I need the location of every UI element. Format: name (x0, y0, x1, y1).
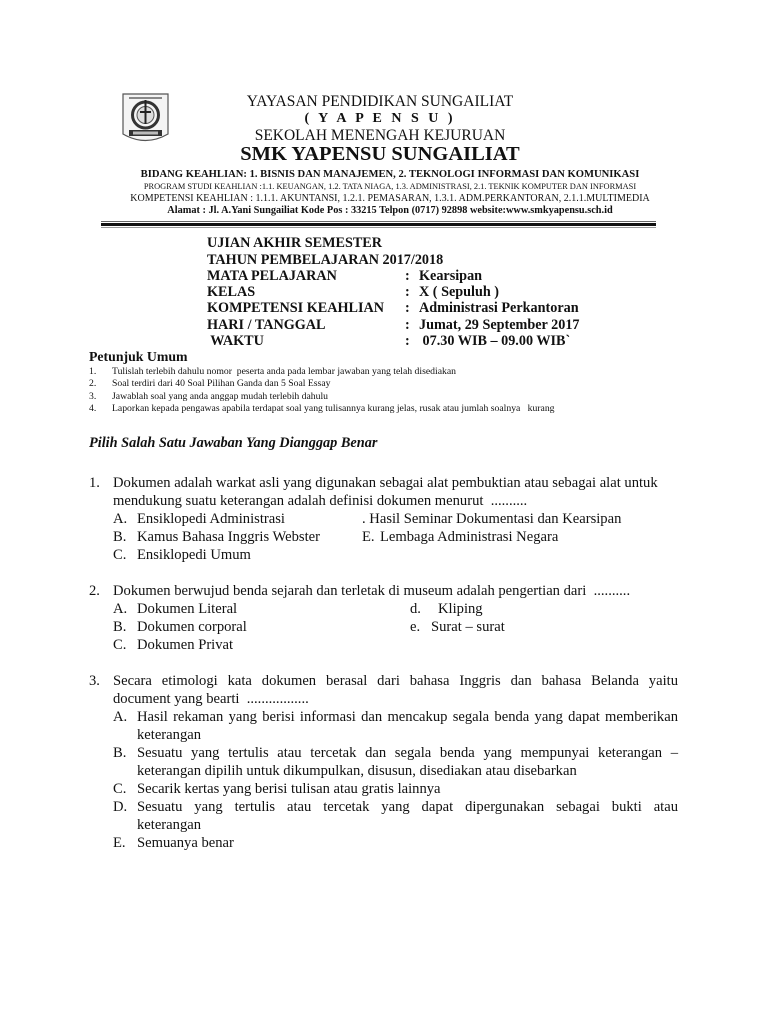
question-number: 1. (89, 475, 100, 491)
option-text: Secarik kertas yang berisi tulisan atau gratis lainnya (137, 781, 441, 797)
option-text: Dokumen Literal (137, 601, 238, 617)
info-value-date: Jumat, 29 September 2017 (419, 317, 580, 333)
foundation-name: YAYASAN PENDIDIKAN SUNGAILIAT (246, 93, 514, 110)
question-text: document yang bearti ................. (113, 691, 309, 707)
info-label-competency: KOMPETENSI KEAHLIAN (207, 300, 384, 316)
info-colon: : (405, 333, 410, 349)
section-instruction: Pilih Salah Satu Jawaban Yang Dianggap Benar (89, 435, 378, 451)
option-text: Sesuatu yang tertulis atau tercetak dan segala benda yang mempunyai keterangan – (137, 745, 678, 761)
option-text: Sesuatu yang tertulis atau tercetak yang dapat dipergunakan sebagai bukti atau (137, 799, 678, 815)
instruction-number: 1. (89, 366, 97, 377)
option-letter: D. (113, 799, 128, 815)
info-colon: : (405, 317, 410, 333)
option-text: Dokumen corporal (137, 619, 247, 635)
instruction-number: 4. (89, 403, 97, 415)
info-value-class: X ( Sepuluh ) (419, 284, 500, 300)
option-letter: B. (113, 619, 127, 635)
option-text: Lembaga Administrasi Negara (380, 529, 559, 545)
option-text: Semuanya benar (137, 835, 234, 851)
option-text: Ensiklopedi Administrasi (137, 511, 285, 527)
option-letter: A. (113, 601, 128, 617)
exam-title: UJIAN AKHIR SEMESTER (207, 235, 383, 251)
option-text: Kliping (438, 601, 483, 617)
option-letter: C. (113, 637, 127, 653)
instructions-title: Petunjuk Umum (89, 349, 188, 364)
option-text: Ensiklopedi Umum (137, 547, 251, 563)
info-label-time: WAKTU (207, 333, 264, 349)
question-number: 2. (89, 583, 100, 599)
option-text: Surat – surat (431, 619, 505, 635)
instruction-number: 2. (89, 378, 97, 390)
header-divider-thin-bottom (101, 227, 656, 228)
option-letter: B. (113, 529, 127, 545)
instruction-number: 3. (89, 390, 97, 402)
option-text: Kamus Bahasa Inggris Webster (137, 529, 320, 545)
question-text: mendukung suatu keterangan adalah definisi dokumen menurut .......... (113, 493, 528, 509)
option-text-continued: keterangan (137, 727, 202, 743)
instruction-text: Soal terdiri dari 40 Soal Pilihan Ganda dan 5 Soal Essay (112, 378, 331, 390)
question-text: Secara etimologi kata dokumen berasal dari bahasa Inggris dan bahasa Belanda yaitu (113, 673, 678, 689)
header-divider-thin-top (101, 221, 656, 222)
header-divider-thick (101, 223, 656, 226)
school-type: SEKOLAH MENENGAH KEJURUAN (254, 127, 506, 144)
info-colon: : (405, 268, 410, 284)
school-crest-logo-icon (121, 92, 170, 147)
question-number: 3. (89, 673, 100, 689)
option-text: . Hasil Seminar Dokumentasi dan Kearsipan (362, 511, 622, 527)
instruction-text: Jawablah soal yang anda anggap mudah terlebih dahulu (112, 390, 329, 402)
school-address: Alamat : Jl. A.Yani Sungailiat Kode Pos : 33215 Telpon (0717) 92898 website:www.smkyapensu.sch.id (167, 205, 613, 216)
question-text: Dokumen berwujud benda sejarah dan terletak di museum adalah pengertian dari .......... (113, 583, 631, 599)
program-studi: PROGRAM STUDI KEAHLIAN :1.1. KEUANGAN, 1.2. TATA NIAGA, 1.3. ADMINISTRASI, 2.1. TEKNIK KOMPUTER DAN INFORMASI (143, 182, 637, 191)
option-letter: E. (362, 529, 375, 545)
option-letter: C. (113, 781, 127, 797)
option-letter: B. (113, 745, 127, 761)
option-letter: A. (113, 511, 128, 527)
foundation-abbreviation: ( Y A P E N S U ) (304, 111, 456, 126)
question-text: Dokumen adalah warkat asli yang digunakan sebagai alat pembuktian atau sebagai alat untuk (113, 475, 658, 491)
info-value-competency: Administrasi Perkantoran (419, 300, 579, 316)
option-text: Dokumen Privat (137, 637, 234, 653)
option-text-continued: keterangan dipilih untuk dikumpulkan, disusun, disediakan atau disebarkan (137, 763, 577, 779)
bidang-keahlian: BIDANG KEAHLIAN: 1. BISNIS DAN MANAJEMEN, 2. TEKNOLOGI INFORMASI DAN KOMUNIKASI (140, 169, 640, 180)
option-letter: e. (410, 619, 421, 635)
option-letter: C. (113, 547, 127, 563)
kompetensi-keahlian: KOMPETENSI KEAHLIAN : 1.1.1. AKUNTANSI, 1.2.1. PEMASARAN, 1.3.1. ADM.PERKANTORAN, 2.1.1.MULTIMEDIA (130, 193, 650, 204)
info-value-subject: Kearsipan (419, 268, 483, 284)
exam-year: TAHUN PEMBELAJARAN 2017/2018 (207, 252, 444, 268)
instruction-text: Tulislah terlebih dahulu nomor peserta anda pada lembar jawaban yang telah disediakan (112, 366, 456, 377)
info-value-time: 07.30 WIB – 09.00 WIB` (419, 333, 571, 349)
info-label-subject: MATA PELAJARAN (207, 268, 337, 284)
school-name: SMK YAPENSU SUNGAILIAT (240, 143, 520, 165)
info-label-date: HARI / TANGGAL (207, 317, 326, 333)
option-letter: E. (113, 835, 126, 851)
option-text-continued: keterangan (137, 817, 202, 833)
option-letter: A. (113, 709, 128, 725)
info-label-class: KELAS (207, 284, 256, 300)
info-colon: : (405, 300, 410, 316)
instruction-text: Laporkan kepada pengawas apabila terdapat soal yang tulisannya kurang jelas, rusak atau jumlah soalnya kurang (112, 403, 555, 415)
option-letter: d. (410, 601, 421, 617)
info-colon: : (405, 284, 410, 300)
option-text: Hasil rekaman yang berisi informasi dan mencakup segala benda yang dapat memberikan (137, 709, 678, 725)
